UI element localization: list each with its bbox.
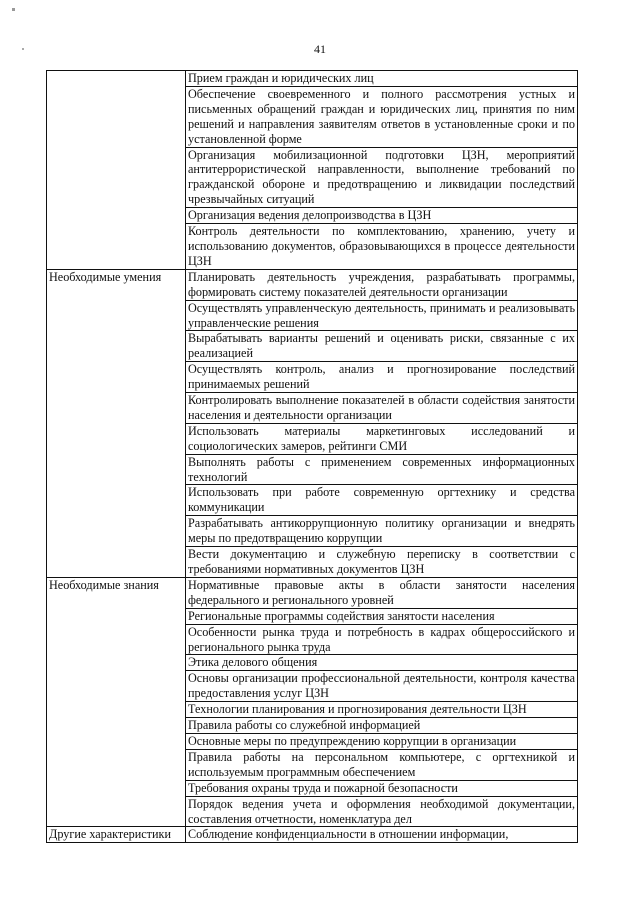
requirement-cell: Осуществлять контроль, анализ и прогнозирование последствий принимаемых решений xyxy=(186,362,578,393)
section-label-empty xyxy=(47,71,186,270)
requirement-cell: Прием граждан и юридических лиц xyxy=(186,71,578,87)
section-label: Необходимые умения xyxy=(47,269,186,577)
section-label: Необходимые знания xyxy=(47,577,186,827)
page-number: 41 xyxy=(314,42,326,56)
requirement-cell: Технологии планирования и прогнозирования деятельности ЦЗН xyxy=(186,702,578,718)
requirement-cell: Соблюдение конфиденциальности в отношении информации, xyxy=(186,827,578,843)
requirement-cell: Правила работы на персональном компьютере, с оргтехникой и используемым программным обеспечением xyxy=(186,749,578,780)
requirement-cell: Особенности рынка труда и потребность в кадрах общероссийского и регионального рынка труда xyxy=(186,624,578,655)
requirement-cell: Вырабатывать варианты решений и оценивать риски, связанные с их реализацией xyxy=(186,331,578,362)
profile-table-body xyxy=(47,71,578,843)
requirement-cell: Требования охраны труда и пожарной безопасности xyxy=(186,780,578,796)
requirement-cell: Правила работы со служебной информацией xyxy=(186,718,578,734)
requirement-cell: Региональные программы содействия занятости населения xyxy=(186,608,578,624)
requirement-cell: Использовать при работе современную оргтехнику и средства коммуникации xyxy=(186,485,578,516)
scan-speck xyxy=(12,8,15,11)
profile-table xyxy=(46,70,578,843)
requirement-cell: Использовать материалы маркетинговых исследований и социологических замеров, рейтинги СМИ xyxy=(186,423,578,454)
requirement-cell: Планировать деятельность учреждения, разрабатывать программы, формировать систему показателей деятельности организации xyxy=(186,269,578,300)
requirement-cell: Организация мобилизационной подготовки ЦЗН, мероприятий антитеррористической направленности, выполнение требований по гражданской обороне и предотвращению и ликвидации последствий чрезвычайных ситуаций xyxy=(186,147,578,208)
requirement-cell: Основные меры по предупреждению коррупции в организации xyxy=(186,733,578,749)
table-row xyxy=(47,827,578,843)
requirement-cell: Разрабатывать антикоррупционную политику организации и внедрять меры по предотвращению коррупции xyxy=(186,516,578,547)
requirement-cell: Основы организации профессиональной деятельности, контроля качества предоставления услуг ЦЗН xyxy=(186,671,578,702)
requirement-cell: Нормативные правовые акты в области занятости населения федерального и регионального уровней xyxy=(186,577,578,608)
section-label: Другие характеристики xyxy=(47,827,186,843)
requirement-cell: Порядок ведения учета и оформления необходимой документации, составления отчетности, номенклатура дел xyxy=(186,796,578,827)
requirement-cell: Организация ведения делопроизводства в ЦЗН xyxy=(186,208,578,224)
requirement-cell: Этика делового общения xyxy=(186,655,578,671)
table-row xyxy=(47,71,578,87)
requirement-cell: Контролировать выполнение показателей в области содействия занятости населения и деятельности организации xyxy=(186,393,578,424)
requirement-cell: Выполнять работы с применением современных информационных технологий xyxy=(186,454,578,485)
table-row xyxy=(47,577,578,608)
requirement-cell: Осуществлять управленческую деятельность, принимать и реализовывать управленческие решения xyxy=(186,300,578,331)
requirement-cell: Контроль деятельности по комплектованию, хранению, учету и использованию документов, образовывающихся в процессе деятельности ЦЗН xyxy=(186,224,578,270)
table-row xyxy=(47,269,578,300)
requirement-cell: Вести документацию и служебную переписку в соответствии с требованиями нормативных документов ЦЗН xyxy=(186,547,578,578)
requirement-cell: Обеспечение своевременного и полного рассмотрения устных и письменных обращений граждан и юридических лиц, принятия по ним решений и направления заявителям ответов в установленные сроки и по установленной форме xyxy=(186,86,578,147)
